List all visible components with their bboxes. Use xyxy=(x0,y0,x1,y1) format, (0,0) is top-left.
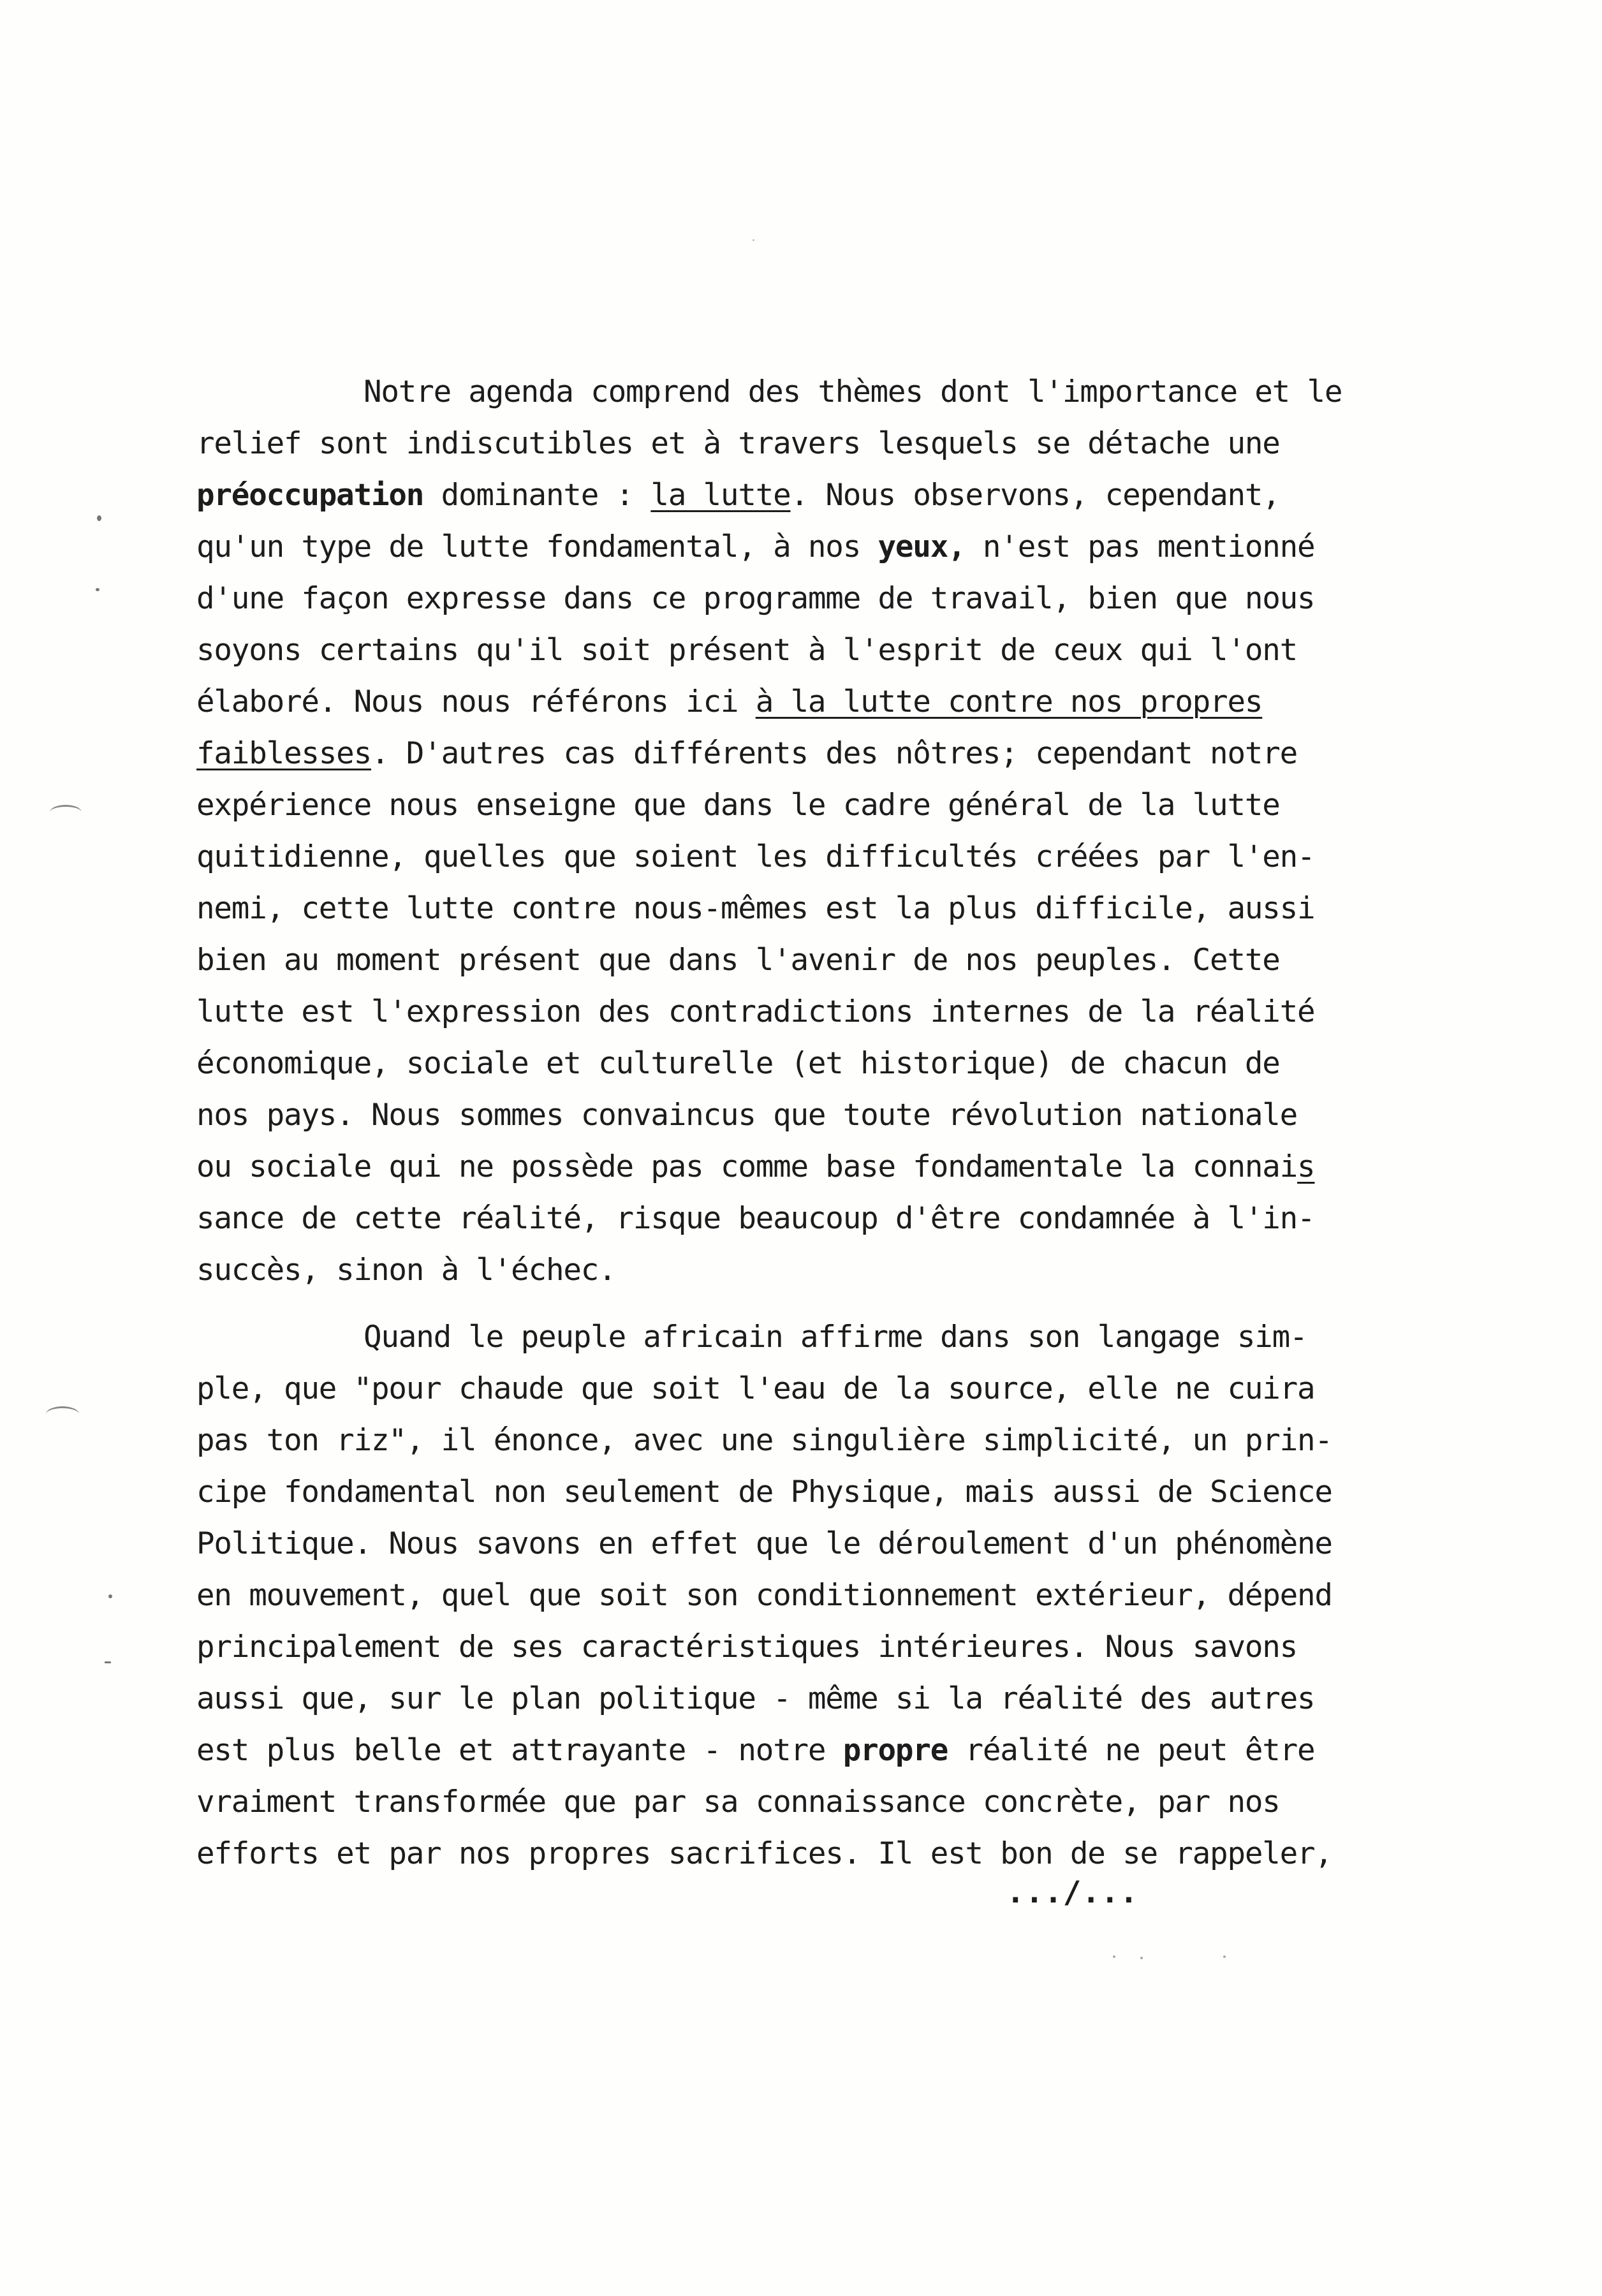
text-line: expérience nous enseigne que dans le cadre général de la lutte xyxy=(196,788,1280,823)
scan-speck xyxy=(1140,1957,1143,1959)
text-line: vraiment transformée que par sa connaissance concrète, par nos xyxy=(196,1785,1280,1820)
text-line xyxy=(196,1141,1440,1193)
scan-speck xyxy=(753,239,754,241)
underlined-text: faiblesses xyxy=(196,736,371,771)
text-line: soyons certains qu'il soit présent à l'esprit de ceux qui l'ont xyxy=(196,633,1298,668)
text-line: aussi que, sur le plan politique - même si la réalité des autres xyxy=(196,1681,1315,1716)
text-span: . Nous observons, cependant, xyxy=(790,478,1280,513)
document-body xyxy=(196,366,1440,1880)
underlined-text: la lutte xyxy=(650,478,791,513)
text-span: . D'autres cas différents des nôtres; cependant notre xyxy=(371,736,1298,771)
margin-mark xyxy=(46,1406,79,1422)
continuation-marker: .../... xyxy=(1006,1875,1139,1910)
text-line: relief sont indiscutibles et à travers lesquels se détache une xyxy=(196,426,1280,461)
text-line xyxy=(196,1725,1440,1776)
text-span: Quand le peuple africain affirme dans son langage sim- xyxy=(364,1320,1307,1355)
underlined-text: à la lutte contre nos propres xyxy=(755,684,1263,719)
text-line xyxy=(196,1311,1440,1363)
text-line: en mouvement, quel que soit son conditionnement extérieur, dépend xyxy=(196,1578,1332,1613)
text-line: principalement de ses caractéristiques intérieures. Nous savons xyxy=(196,1630,1298,1665)
text-line: cipe fondamental non seulement de Physique, mais aussi de Science xyxy=(196,1475,1332,1510)
text-line: quitidienne, quelles que soient les difficultés créées par l'en- xyxy=(196,839,1315,874)
text-span: yeux, xyxy=(878,529,966,564)
text-span: élaboré. Nous nous référons ici xyxy=(196,684,756,719)
scan-speck xyxy=(96,588,99,591)
text-line: ple, que "pour chaude que soit l'eau de la source, elle ne cuira xyxy=(196,1371,1315,1406)
text-line xyxy=(196,366,1440,418)
text-line: nos pays. Nous sommes convaincus que toute révolution nationale xyxy=(196,1098,1298,1133)
text-span: propre xyxy=(842,1733,948,1768)
underlined-text: s xyxy=(1297,1149,1315,1184)
text-span: ou sociale qui ne possède pas comme base fondamentale la connai xyxy=(196,1149,1298,1184)
text-line: économique, sociale et culturelle (et historique) de chacun de xyxy=(196,1046,1280,1081)
text-line: bien au moment présent que dans l'avenir de nos peuples. Cette xyxy=(196,943,1280,978)
text-span: qu'un type de lutte fondamental, à nos xyxy=(196,529,878,564)
text-line xyxy=(196,521,1440,573)
text-line: efforts et par nos propres sacrifices. Il est bon de se rappeler, xyxy=(196,1836,1332,1871)
text-line: nemi, cette lutte contre nous-mêmes est la plus difficile, aussi xyxy=(196,891,1315,926)
text-span: dominante : xyxy=(423,478,651,513)
margin-mark xyxy=(50,805,82,820)
scan-speck xyxy=(1113,1955,1115,1958)
text-line: lutte est l'expression des contradictions internes de la réalité xyxy=(196,994,1315,1029)
scan-speck xyxy=(108,1594,112,1598)
text-line: pas ton riz", il énonce, avec une singulière simplicité, un prin- xyxy=(196,1423,1332,1458)
paragraph-gap xyxy=(196,1296,1440,1311)
text-line: succès, sinon à l'échec. xyxy=(196,1253,616,1288)
text-span: réalité ne peut être xyxy=(948,1733,1315,1768)
text-span: n'est pas mentionné xyxy=(965,529,1315,564)
text-line xyxy=(196,728,1440,779)
text-span: Notre agenda comprend des thèmes dont l'importance et le xyxy=(364,374,1342,409)
text-line xyxy=(196,676,1440,728)
text-line xyxy=(196,469,1440,521)
text-span: est plus belle et attrayante - notre xyxy=(196,1733,843,1768)
text-span: préoccupation xyxy=(196,478,424,513)
scan-speck xyxy=(105,1661,111,1663)
text-line: d'une façon expresse dans ce programme de travail, bien que nous xyxy=(196,581,1315,616)
text-line: Politique. Nous savons en effet que le déroulement d'un phénomène xyxy=(196,1526,1332,1561)
text-line: sance de cette réalité, risque beaucoup d'être condamnée à l'in- xyxy=(196,1201,1315,1236)
scan-speck xyxy=(1223,1955,1226,1958)
scan-speck xyxy=(97,515,101,521)
